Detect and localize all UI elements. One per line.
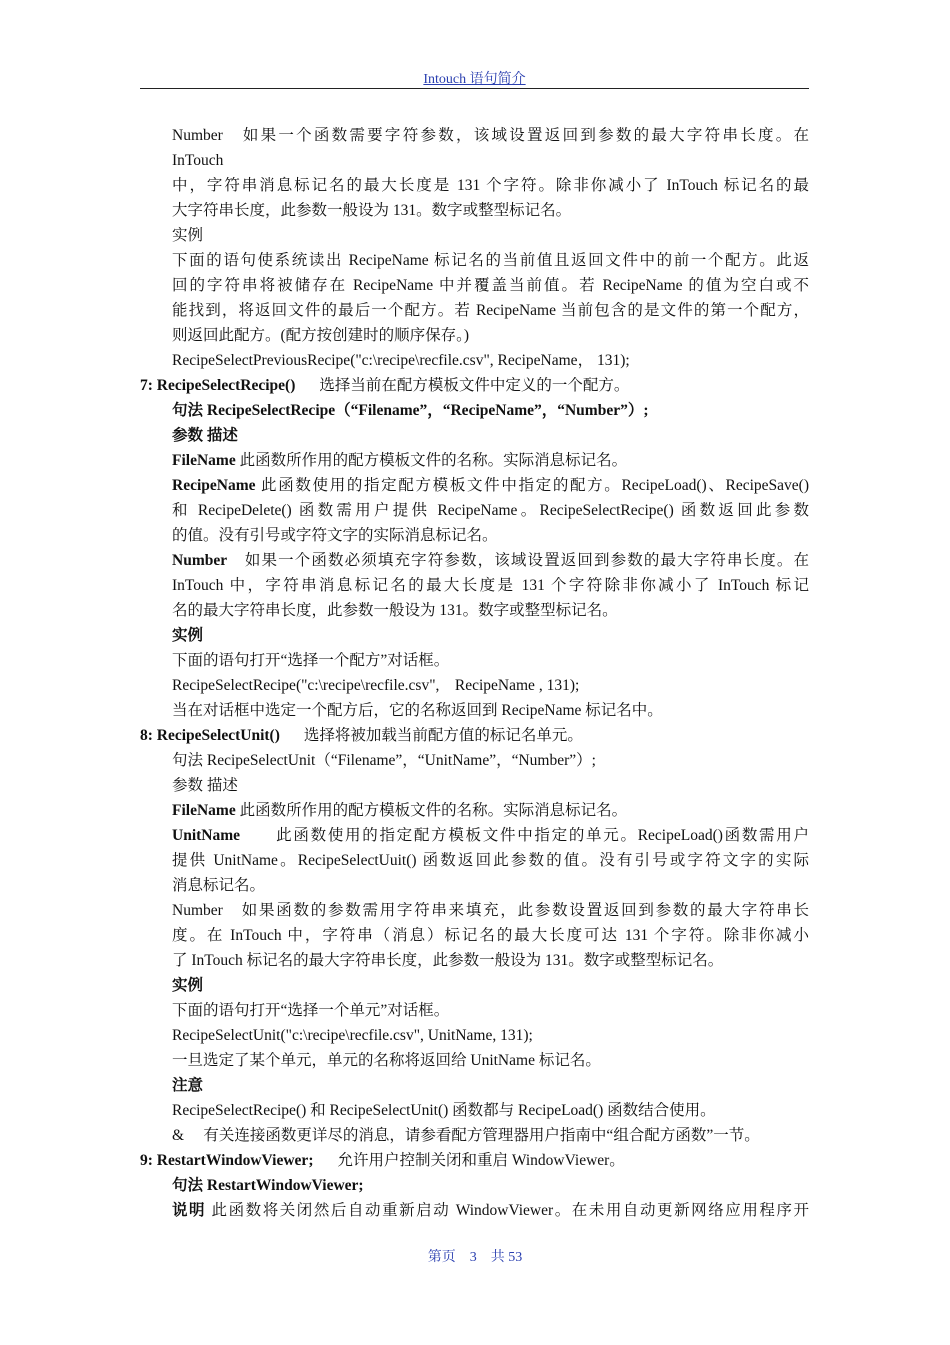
text-line <box>140 473 809 498</box>
text-line: 参数 描述 <box>172 427 238 444</box>
term: 说明 <box>172 1202 207 1219</box>
text-line: InTouch 中，字符串消息标记名的最大长度是 131 个字符除非你减小了 InTouch 标记 <box>172 577 809 594</box>
term: 8: RecipeSelectUnit() <box>140 727 280 744</box>
page-header: Intouch 语句简介 <box>423 72 526 87</box>
text-line: 回的字符串将被储存在 RecipeName 中并覆盖当前值。若 RecipeName 的值为空白或不 <box>172 277 809 294</box>
section-heading <box>140 373 809 398</box>
term-description: 此函数将关闭然后自动重新启动 WindowViewer。在未用自动更新网络应用程序开 <box>206 1202 809 1219</box>
text-line: 度。在 InTouch 中，字符串（消息）标记名的最大长度可达 131 个字符。除非你减小 <box>172 927 809 944</box>
term-description: 允许用户控制关闭和重启 WindowViewer。 <box>337 1152 625 1169</box>
term-description: 此函数使用的指定配方模板文件中指定的配方。RecipeLoad()、RecipeSave() <box>255 477 809 494</box>
term-description: 此函数所作用的配方模板文件的名称。实际消息标记名。 <box>235 802 628 819</box>
text-line: 和 RecipeDelete() 函数需用户提供 RecipeName。RecipeSelectRecipe() 函数返回此参数 <box>172 502 809 519</box>
term: FileName <box>172 452 236 469</box>
section-heading <box>140 723 809 748</box>
text-line <box>140 823 809 848</box>
text-line: 实例 <box>172 627 204 644</box>
section-heading <box>140 1148 809 1173</box>
text-line: 大字符串长度，此参数一般设为 131。数字或整型标记名。 <box>172 202 572 219</box>
text-line: & 有关连接函数更详尽的消息，请参看配方管理器用户指南中“组合配方函数”一节。 <box>172 1127 760 1144</box>
text-line: 了 InTouch 标记名的最大字符串长度，此参数一般设为 131。数字或整型标记名。 <box>172 952 724 969</box>
term: UnitName <box>172 827 241 844</box>
term-description: 如果一个函数必须填充字符参数，该域设置返回到参数的最大字符串长度。在 <box>227 552 809 569</box>
text-line: RecipeSelectRecipe("c:\recipe\recfile.csv", RecipeName , 131); <box>172 677 580 694</box>
term: 7: RecipeSelectRecipe() <box>140 377 296 394</box>
text-line: 实例 <box>172 977 204 994</box>
text-line: 参数 描述 <box>172 777 238 794</box>
term: RecipeName <box>172 477 256 494</box>
text-line: InTouch <box>172 152 224 169</box>
term: 9: RestartWindowViewer; <box>140 1152 314 1169</box>
document-body <box>140 123 809 1223</box>
text-line: 注意 <box>172 1077 204 1094</box>
text-line: 句法 RecipeSelectUnit（“Filename”，“UnitName”，“Number”）; <box>172 752 596 769</box>
text-line: 名的最大字符串长度，此参数一般设为 131。数字或整型标记名。 <box>172 602 618 619</box>
term-description: 选择当前在配方模板文件中定义的一个配方。 <box>319 377 630 394</box>
text-line: 一旦选定了某个单元，单元的名称将返回给 UnitName 标记名。 <box>172 1052 601 1069</box>
text-line: RecipeSelectPreviousRecipe("c:\recipe\recfile.csv", RecipeName， 131); <box>172 352 630 369</box>
text-line: 下面的语句使系统读出 RecipeName 标记名的当前值且返回文件中的前一个配方。此返 <box>172 252 809 269</box>
text-line: Number 如果一个函数需要字符参数，该域设置返回到参数的最大字符串长度。在 <box>172 127 809 144</box>
header-rule <box>140 88 809 89</box>
text-line: 能找到，将返回文件的最后一个配方。若 RecipeName 当前包含的是文件的第一个配方， <box>172 302 809 319</box>
text-line: 下面的语句打开“选择一个配方”对话框。 <box>172 652 450 669</box>
text-line <box>140 448 809 473</box>
text-line <box>140 1198 809 1223</box>
text-line: 的值。没有引号或字符文字的实际消息标记名。 <box>172 527 498 544</box>
text-line: RecipeSelectUnit("c:\recipe\recfile.csv", UnitName, 131); <box>172 1027 533 1044</box>
term: Number <box>172 552 228 569</box>
text-line: 句法 RecipeSelectRecipe（“Filename”，“RecipeName”，“Number”）; <box>172 402 649 419</box>
text-line: Number 如果函数的参数需用字符串来填充，此参数设置返回到参数的最大字符串长 <box>172 902 809 919</box>
text-line: 下面的语句打开“选择一个单元”对话框。 <box>172 1002 450 1019</box>
text-line: 句法 RestartWindowViewer; <box>172 1177 364 1194</box>
text-line: 中，字符串消息标记名的最大长度是 131 个字符。除非你减小了 InTouch 标记名的最 <box>172 177 809 194</box>
term-description: 选择将被加载当前配方值的标记名单元。 <box>303 727 583 744</box>
text-line: 消息标记名。 <box>172 877 266 894</box>
text-line: RecipeSelectRecipe() 和 RecipeSelectUnit() 函数都与 RecipeLoad() 函数结合使用。 <box>172 1102 716 1119</box>
text-line: 实例 <box>172 227 204 244</box>
text-line <box>140 548 809 573</box>
term-description: 此函数使用的指定配方模板文件中指定的单元。RecipeLoad()函数需用户 <box>240 827 809 844</box>
text-line: 当在对话框中选定一个配方后，它的名称返回到 RecipeName 标记名中。 <box>172 702 663 719</box>
text-line: 则返回此配方。(配方按创建时的顺序保存。) <box>172 327 470 344</box>
page-footer: 第页 3 共 53 <box>427 1250 523 1265</box>
text-line: 提供 UnitName。RecipeSelectUuit() 函数返回此参数的值。没有引号或字符文字的实际 <box>172 852 809 869</box>
text-line <box>140 798 809 823</box>
term: FileName <box>172 802 236 819</box>
term-description: 此函数所作用的配方模板文件的名称。实际消息标记名。 <box>235 452 628 469</box>
